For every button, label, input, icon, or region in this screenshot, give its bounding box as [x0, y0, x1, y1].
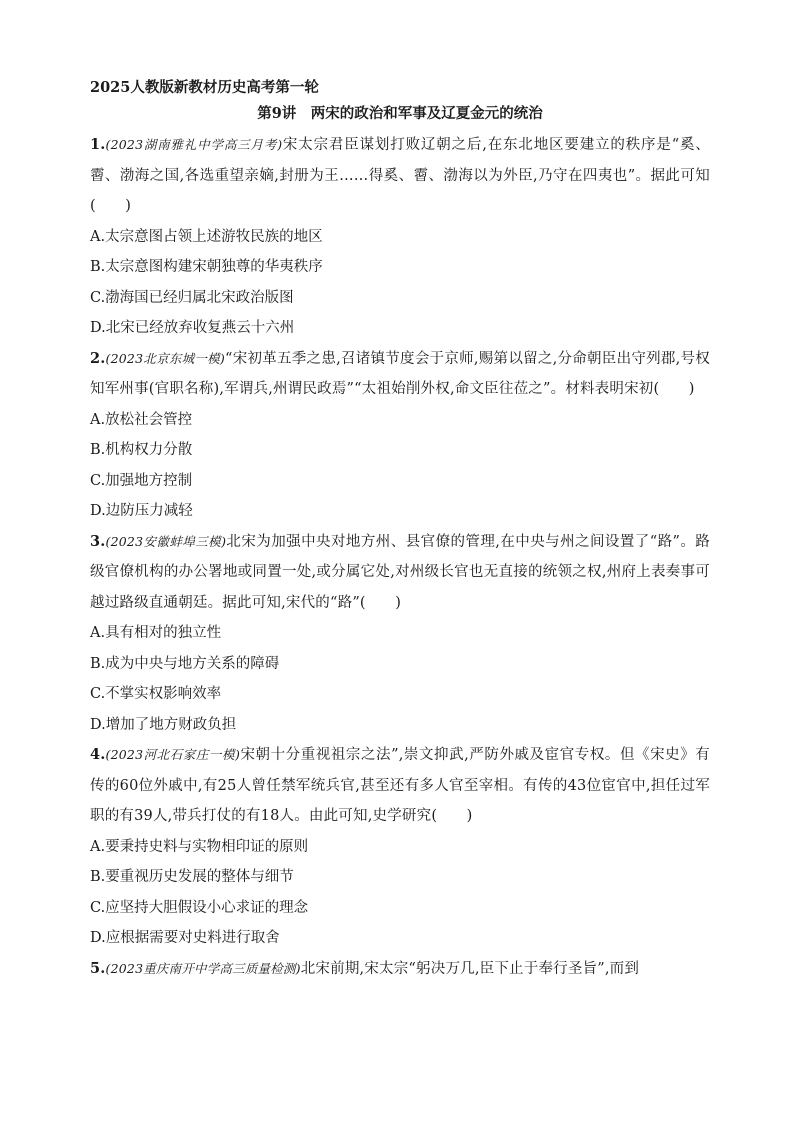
option-d[interactable]: D.应根据需要对史料进行取舍 — [90, 930, 280, 946]
question-text: “宋初革五季之患,召诸镇节度会于京师,赐第以留之,分命朝臣出守列郡,号权知军州事(官职名称),军谓兵,州谓民政焉”“太祖始削外权,命文臣往莅之”。材料表明宋初( ) — [90, 350, 711, 397]
question-source: (2023河北石家庄一模) — [105, 747, 241, 762]
option-d[interactable]: D.边防压力减轻 — [90, 503, 193, 519]
question-source: (2023北京东城一模) — [105, 350, 226, 366]
question-number: 4. — [90, 746, 106, 763]
option-a[interactable]: A.要秉持史料与实物相印证的原则 — [90, 838, 309, 855]
question-5 — [90, 954, 710, 985]
question-2 — [90, 344, 710, 527]
question-number: 3. — [90, 532, 106, 550]
option-c[interactable]: C.不掌实权影响效率 — [90, 686, 222, 702]
option-a[interactable]: A.放松社会管控 — [90, 411, 193, 428]
option-d[interactable]: D.北宋已经放弃收复燕云十六州 — [90, 320, 295, 336]
option-c[interactable]: C.应坚持大胆假设小心求证的理念 — [90, 899, 309, 916]
lesson-title: 第9讲 两宋的政治和军事及辽夏金元的统治 — [257, 105, 543, 122]
question-number: 1. — [90, 136, 106, 153]
question-4 — [90, 740, 710, 954]
question-stem — [90, 740, 710, 832]
document-header: 2025人教版新教材历史高考第一轮 — [90, 79, 319, 96]
option-list — [90, 405, 710, 527]
question-stem — [90, 344, 710, 405]
option-b[interactable]: B.机构权力分散 — [90, 442, 193, 458]
option-a[interactable]: A.具有相对的独立性 — [90, 625, 222, 641]
option-c[interactable]: C.渤海国已经归属北宋政治版图 — [90, 289, 294, 306]
document-page — [90, 78, 710, 984]
option-d[interactable]: D.增加了地方财政负担 — [90, 716, 237, 733]
option-b[interactable]: B.要重视历史发展的整体与细节 — [90, 869, 294, 885]
question-stem — [90, 954, 710, 985]
option-b[interactable]: B.成为中央与地方关系的障碍 — [90, 655, 280, 672]
question-text: 北宋为加强中央对地方州、县官僚的管理,在中央与州之间设置了“路”。路级官僚机构的办公署地或同置一处,或分属它处,对州级长官也无直接的统领之权,州府上表奏事可越过路级直通朝廷。据此可知,宋代的“路”( ) — [90, 533, 711, 611]
question-text: 北宋前期,宋太宗“躬决万几,臣下止于奉行圣旨”,而到 — [300, 960, 640, 977]
option-b[interactable]: B.太宗意图构建宋朝独尊的华夷秩序 — [90, 259, 323, 275]
question-3 — [90, 527, 710, 741]
question-text: 宋朝十分重视祖宗之法”,崇文抑武,严防外戚及宦官专权。但《宋史》有传的60位外戚中,有25人曾任禁军统兵官,甚至还有多人官至宰相。有传的43位宦官中,担任过军职的有39人,带兵打仗的有18人。由此可知,史学研究( ) — [90, 747, 710, 824]
question-source: (2023湖南雅礼中学高三月考) — [105, 137, 283, 152]
option-list — [90, 618, 710, 740]
question-source: (2023安徽蚌埠三模) — [105, 533, 227, 549]
option-a[interactable]: A.太宗意图占领上述游牧民族的地区 — [90, 228, 323, 245]
question-number: 2. — [90, 349, 106, 367]
question-stem — [90, 130, 710, 222]
option-list — [90, 222, 710, 344]
question-source: (2023重庆南开中学高三质量检测) — [105, 960, 301, 976]
option-list — [90, 832, 710, 954]
question-text: 宋太宗君臣谋划打败辽朝之后,在东北地区要建立的秩序是“奚、霫、渤海之国,各选重望亲嫡,封册为王……得奚、霫、渤海以为外臣,乃守在四夷也”。据此可知( ) — [90, 137, 711, 214]
question-1 — [90, 130, 710, 344]
question-number: 5. — [90, 959, 106, 977]
question-stem — [90, 527, 710, 619]
option-c[interactable]: C.加强地方控制 — [90, 472, 193, 489]
